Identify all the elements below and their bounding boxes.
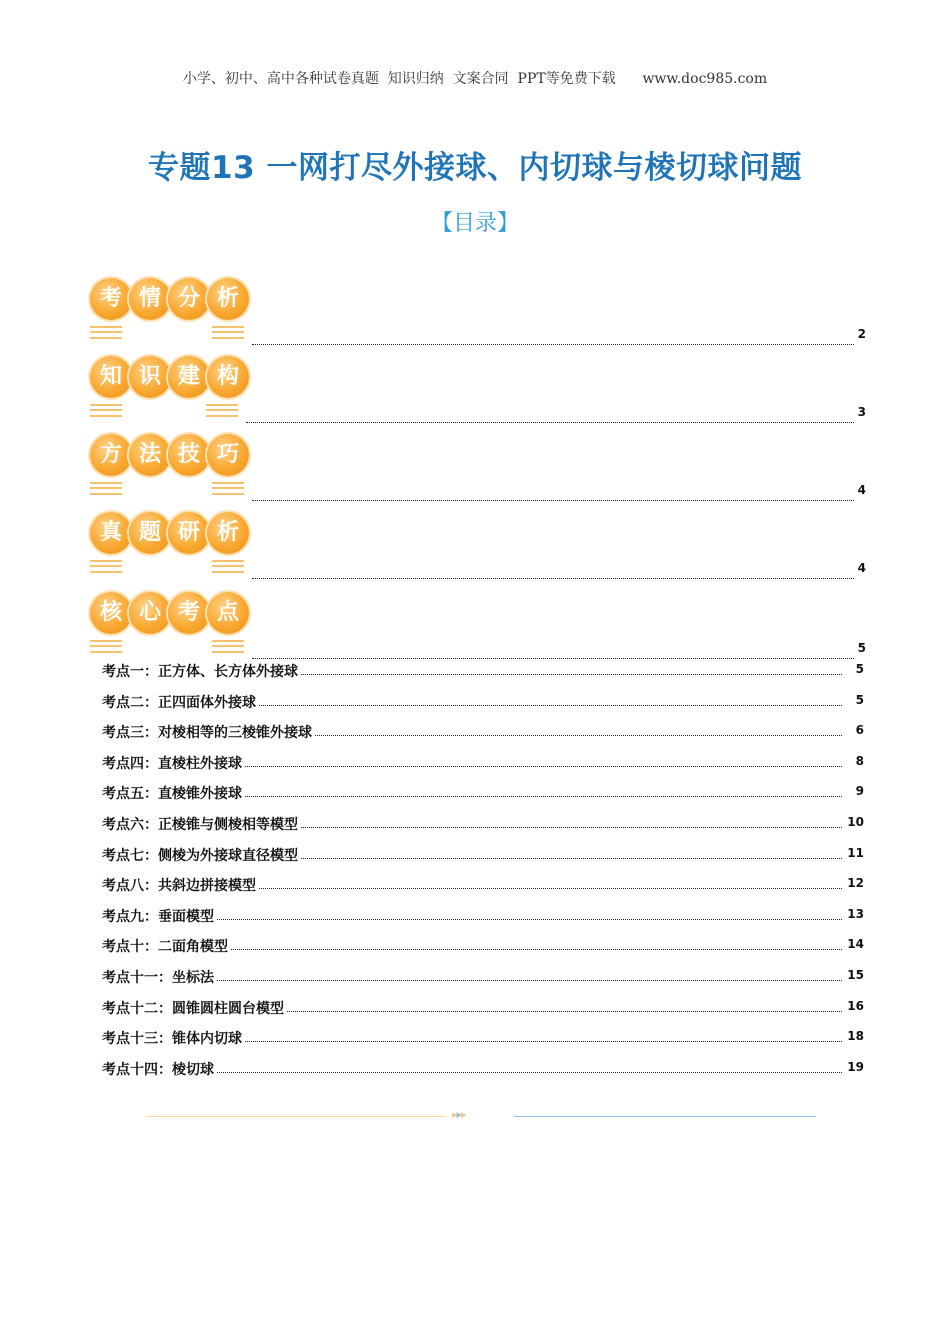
badge-character: 识 bbox=[129, 356, 171, 398]
toc-entry[interactable] bbox=[102, 875, 864, 895]
badge-decoration-left bbox=[90, 482, 122, 495]
document-title: 专题13 一网打尽外接球、内切球与棱切球问题 bbox=[148, 150, 802, 186]
toc-entry-label: 考点六：正棱锥与侧棱相等模型 bbox=[102, 814, 300, 834]
badge-character: 析 bbox=[207, 512, 249, 554]
toc-heading: 【目录】 bbox=[430, 211, 519, 236]
page-number: 13 bbox=[847, 906, 864, 921]
toc-entry[interactable] bbox=[102, 722, 864, 742]
page-number: 10 bbox=[847, 815, 864, 829]
toc-entry-label: 考点四：直棱柱外接球 bbox=[102, 753, 244, 773]
dot-leader bbox=[252, 644, 854, 659]
badge-decoration-left bbox=[90, 640, 122, 653]
toc-entry-label: 考点三：对棱相等的三棱锥外接球 bbox=[102, 722, 314, 742]
page-number: 4 bbox=[857, 561, 866, 575]
footer-divider-right bbox=[514, 1116, 816, 1117]
badge-decoration-right bbox=[212, 560, 244, 573]
toc-entry[interactable] bbox=[102, 936, 864, 956]
page-number: 5 bbox=[855, 662, 864, 676]
badge-decoration-right bbox=[212, 482, 244, 495]
dot-leader bbox=[252, 486, 854, 501]
toc-entry[interactable] bbox=[102, 845, 864, 865]
badge-character: 考 bbox=[90, 278, 132, 320]
page-number: 14 bbox=[847, 937, 864, 952]
page-number: 12 bbox=[847, 876, 864, 891]
badge-character: 考 bbox=[168, 592, 210, 634]
toc-entry-label: 考点五：直棱锥外接球 bbox=[102, 783, 244, 803]
page-number: 3 bbox=[857, 405, 866, 419]
badge-character: 技 bbox=[168, 434, 210, 476]
footer-divider-left bbox=[146, 1116, 446, 1117]
toc-entry[interactable] bbox=[102, 814, 864, 834]
badge-character: 心 bbox=[129, 592, 171, 634]
page-number: 5 bbox=[857, 641, 866, 655]
badge-character: 知 bbox=[90, 356, 132, 398]
page-number: 4 bbox=[857, 483, 866, 497]
toc-entry-label: 考点十四：棱切球 bbox=[102, 1059, 216, 1079]
badge-character: 方 bbox=[90, 434, 132, 476]
badge-character: 真 bbox=[90, 512, 132, 554]
toc-entry[interactable] bbox=[102, 967, 864, 987]
page-number: 16 bbox=[847, 998, 864, 1013]
toc-entry-label: 考点八：共斜边拼接模型 bbox=[102, 875, 258, 895]
toc-section[interactable] bbox=[86, 592, 866, 655]
toc-entry[interactable] bbox=[102, 753, 864, 773]
badge-decoration-left bbox=[90, 560, 122, 573]
page-header: 小学、初中、高中各种试卷真题 知识归纳 文案合同 PPT等免费下载 www.doc985.com bbox=[182, 71, 768, 87]
toc-entry[interactable] bbox=[102, 1059, 864, 1079]
badge-character: 巧 bbox=[207, 434, 249, 476]
badge-character: 构 bbox=[207, 356, 249, 398]
toc-entry-label: 考点七：侧棱为外接球直径模型 bbox=[102, 845, 300, 865]
page-number: 8 bbox=[855, 753, 864, 768]
toc-entry-label: 考点二：正四面体外接球 bbox=[102, 692, 258, 712]
badge-character: 研 bbox=[168, 512, 210, 554]
page-number: 6 bbox=[855, 723, 864, 738]
badge-decoration-right bbox=[212, 326, 244, 339]
toc-entry-label: 考点一：正方体、长方体外接球 bbox=[102, 661, 300, 681]
page-number: 19 bbox=[847, 1059, 864, 1074]
dot-leader bbox=[252, 330, 854, 345]
page-number: 9 bbox=[855, 784, 864, 799]
toc-entry-label: 考点十三：锥体内切球 bbox=[102, 1028, 244, 1048]
toc-entry-label: 考点十二：圆锥圆柱圆台模型 bbox=[102, 998, 286, 1018]
toc-entry-label: 考点九：垂面模型 bbox=[102, 906, 216, 926]
badge-character: 析 bbox=[207, 278, 249, 320]
dot-leader bbox=[246, 408, 854, 423]
page-number: 2 bbox=[857, 327, 866, 341]
toc-entry[interactable] bbox=[102, 692, 864, 712]
badge-decoration-left bbox=[90, 326, 122, 339]
toc-entry[interactable] bbox=[102, 1028, 864, 1048]
toc-entry[interactable] bbox=[102, 661, 864, 681]
toc-entry-label: 考点十：二面角模型 bbox=[102, 936, 230, 956]
badge-character: 题 bbox=[129, 512, 171, 554]
badge-character: 分 bbox=[168, 278, 210, 320]
page-number: 11 bbox=[847, 845, 864, 860]
page-number: 18 bbox=[847, 1029, 864, 1044]
badge-decoration-right bbox=[206, 404, 238, 417]
page-number: 15 bbox=[847, 968, 864, 982]
toc-section[interactable] bbox=[86, 356, 866, 419]
toc-section[interactable] bbox=[86, 434, 866, 497]
badge-decoration-left bbox=[90, 404, 122, 417]
badge-character: 点 bbox=[207, 592, 249, 634]
toc-section[interactable] bbox=[86, 512, 866, 575]
badge-character: 建 bbox=[168, 356, 210, 398]
toc-entry[interactable] bbox=[102, 906, 864, 926]
toc-section[interactable] bbox=[86, 278, 866, 341]
toc-entry-label: 考点十一：坐标法 bbox=[102, 967, 216, 987]
badge-character: 法 bbox=[129, 434, 171, 476]
badge-character: 情 bbox=[129, 278, 171, 320]
page-number: 5 bbox=[855, 692, 864, 707]
badge-character: 核 bbox=[90, 592, 132, 634]
dot-leader bbox=[252, 564, 854, 579]
footer-arrows-icon: ▸▸▸ bbox=[452, 1108, 466, 1121]
toc-entry[interactable] bbox=[102, 783, 864, 803]
badge-decoration-right bbox=[212, 640, 244, 653]
toc-entry[interactable] bbox=[102, 998, 864, 1018]
